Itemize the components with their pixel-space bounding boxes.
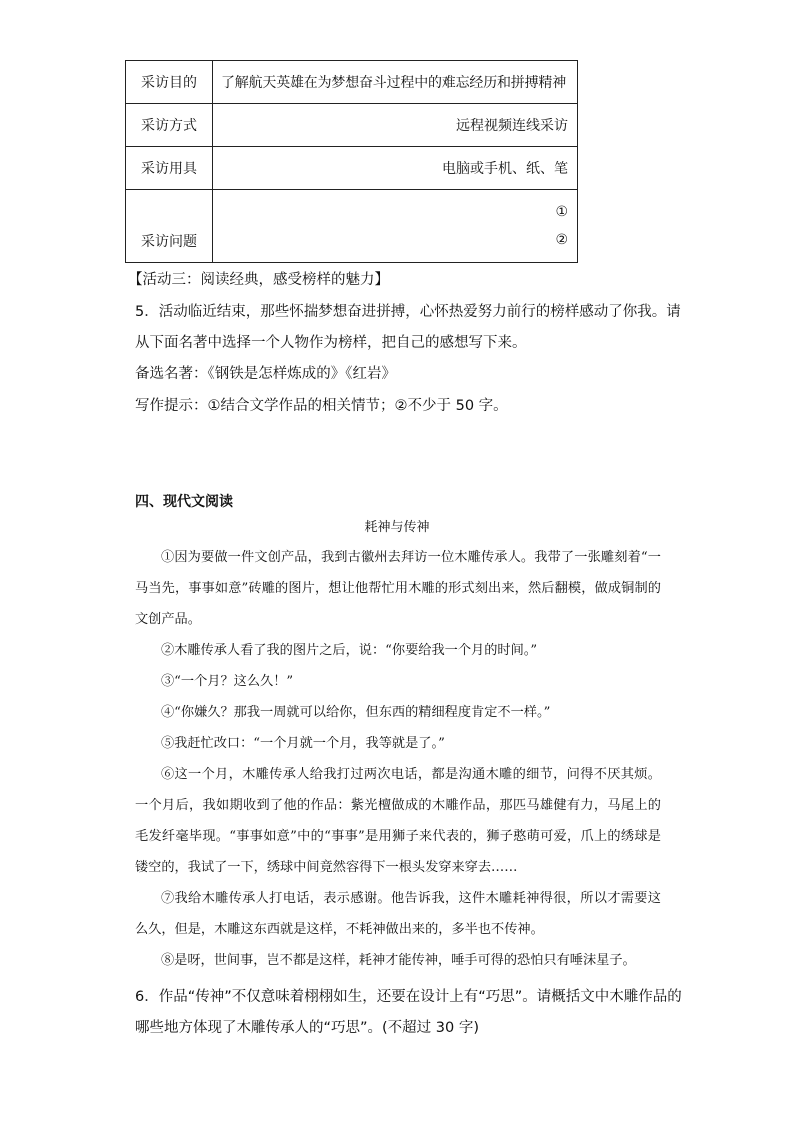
row-label: 采访方式: [126, 104, 213, 147]
row-value: 了解航天英雄在为梦想奋斗过程中的难忘经历和拼搏精神: [213, 61, 578, 104]
interview-table: [125, 60, 578, 263]
article-title: 耗神与传神: [364, 520, 430, 535]
paragraph-8: ⑧是呀，世间事，岂不都是这样，耗神才能传神，唾手可得的恐怕只有唾沫星子。: [161, 953, 636, 968]
row-label: [126, 190, 213, 263]
activity-title: 【活动三：阅读经典，感受榜样的魅力】: [128, 272, 389, 288]
question-5-line-2: 从下面名著中选择一个人物作为榜样，把自己的感想写下来。: [135, 335, 527, 351]
paragraph-2: ②木雕传承人看了我的图片之后，说：“你要给我一个月的时间。”: [161, 643, 538, 658]
paragraph-1: ①因为要做一件文创产品，我到古徽州去拜访一位木雕传承人。我带了一张雕刻着“一马当先，事事如意”砖雕的图片，想让他帮忙用木雕的形式刻出来，然后翻模，做成铜制的文创产品。: [135, 550, 661, 627]
paragraph-7: ⑦我给木雕传承人打电话，表示感谢。他告诉我，这件木雕耗神得很，所以才需要这么久，但是，木雕这东西就是这样，不耗神做出来的，多半也不传神。: [135, 891, 661, 937]
table-row: [126, 61, 578, 104]
question-5-line-1: 5．活动临近结束，那些怀揣梦想奋进拼搏，心怀热爱努力前行的榜样感动了你我。请: [135, 304, 681, 320]
paragraph-6: ⑥这一个月，木雕传承人给我打过两次电话，都是沟通木雕的细节，问得不厌其烦。一个月后，我如期收到了他的作品：紫光檀做成的木雕作品，那匹马雄健有力，马尾上的毛发纤毫毕现。“事事如意”中的“事事”是用狮子来代表的，狮子憨萌可爱，爪上的绣球是镂空的，我试了一下，绣球中间竟然容得下一根头发穿来穿去……: [135, 767, 661, 875]
section-heading: 四、现代文阅读: [135, 494, 233, 510]
question-6-line-1: 6．作品“传神”不仅意味着栩栩如生，还要在设计上有“巧思”。请概括文中木雕作品的: [135, 989, 682, 1005]
question-answer-cell[interactable]: [213, 190, 578, 263]
writing-tips: 写作提示：①结合文学作品的相关情节；②不少于 50 字。: [135, 398, 508, 414]
table-row: [126, 104, 578, 147]
paragraph-4: ④“你嫌久？那我一周就可以给你，但东西的精细程度肯定不一样。”: [161, 705, 551, 720]
paragraph-5: ⑤我赶忙改口：“一个月就一个月，我等就是了。”: [161, 736, 445, 751]
table-row: [126, 190, 578, 263]
paragraph-3: ③“一个月？这么久！”: [161, 674, 294, 689]
question-mark-2: ②: [555, 232, 568, 248]
row-value: 远程视频连线采访: [213, 104, 578, 147]
table-row: [126, 147, 578, 190]
row-label: 采访用具: [126, 147, 213, 190]
row-label: 采访目的: [126, 61, 213, 104]
row-value: 电脑或手机、纸、笔: [213, 147, 578, 190]
book-options: 备选名著：《钢铁是怎样炼成的》《红岩》: [135, 366, 396, 382]
question-mark-1: ①: [555, 204, 568, 220]
question-label: 采访问题: [141, 234, 197, 250]
question-6-line-2: 哪些地方体现了木雕传承人的“巧思”。(不超过 30 字): [135, 1020, 480, 1036]
